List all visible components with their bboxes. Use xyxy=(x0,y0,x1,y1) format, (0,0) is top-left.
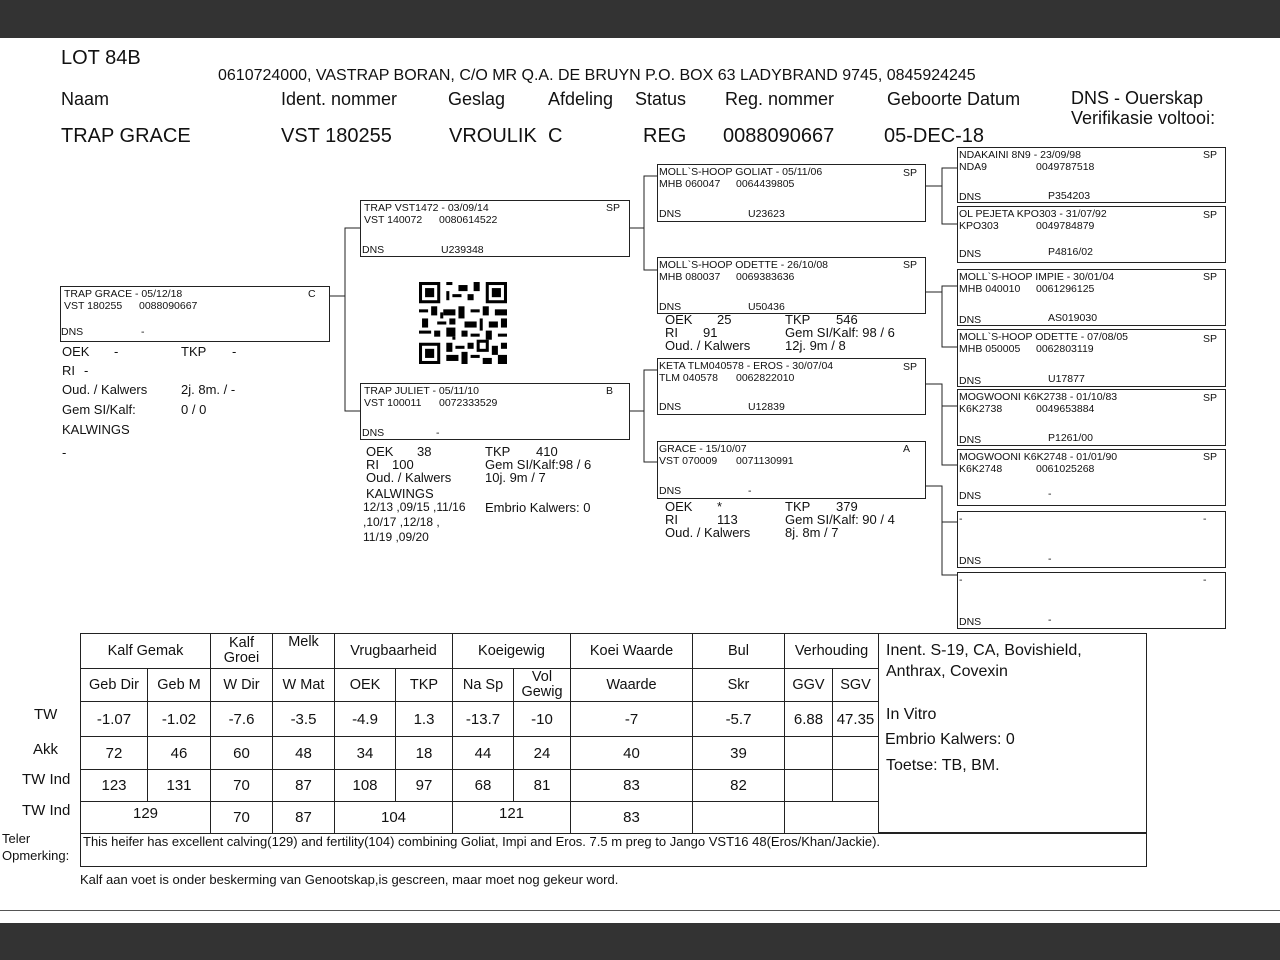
gp-tkp-label: TKP xyxy=(785,312,811,327)
animal-gem-value: 0 / 0 xyxy=(181,402,207,417)
animal-ri-value: - xyxy=(84,363,89,378)
performance-table xyxy=(80,633,879,834)
sire-box xyxy=(360,200,630,257)
value-geslag: VROULIK xyxy=(449,125,537,147)
ggp-ident: MHB 040010 xyxy=(959,283,1021,295)
sub-header: Vol Gewig xyxy=(514,669,571,702)
dam-oud-label: Oud. / Kalwers xyxy=(366,470,452,485)
sub-header: W Mat xyxy=(273,669,335,702)
cell-twind-combined xyxy=(693,802,785,834)
footer-note: Kalf aan voet is onder beskerming van Genootskap,is gescreen, maar moet nog gekeur word. xyxy=(80,872,619,887)
ggp-dns-label: DNS xyxy=(959,248,982,260)
animal-box xyxy=(60,286,330,342)
ggp-ident: MHB 050005 xyxy=(959,343,1021,355)
animal-dns-label: DNS xyxy=(61,326,84,338)
cell-akk: 60 xyxy=(211,737,273,770)
ggp-dns-value: AS019030 xyxy=(1048,312,1098,324)
remarks-text: This heifer has excellent calving(129) and fertility(104) combining Goliat, Impi and Eros. 7.5 m preg to Jango VST16 48(Eros/Khan/Jackie). xyxy=(83,834,881,849)
ggp-name: OL PEJETA KPO303 - 31/07/92 xyxy=(959,208,1107,220)
sire-name: TRAP VST1472 - 03/09/14 xyxy=(364,202,489,214)
gp-dns-value: U23623 xyxy=(748,208,785,220)
ggp-reg: 0061025268 xyxy=(1036,463,1095,475)
dam-oud-value: 10j. 9m / 7 xyxy=(485,470,546,485)
toetse: Toetse: TB, BM. xyxy=(886,757,1000,774)
great-grandparent-box xyxy=(957,206,1226,263)
dam-oek-value: 38 xyxy=(417,444,432,459)
grandparent-box xyxy=(657,358,926,415)
cell-twind: 131 xyxy=(148,770,211,802)
dam-kalwings-2: ,10/17 ,12/18 , xyxy=(363,515,440,529)
cell-akk: 48 xyxy=(273,737,335,770)
row-label-twind: TW Ind xyxy=(22,771,71,788)
gp-oud-label: Oud. / Kalwers xyxy=(665,338,751,353)
label-afdeling: Afdeling xyxy=(548,89,614,109)
dam-tkp-value: 410 xyxy=(536,444,558,459)
cell-tw: -4.9 xyxy=(335,702,396,737)
cell-twind-combined xyxy=(785,802,879,834)
gp-grade: SP xyxy=(903,361,918,373)
great-grandparent-box xyxy=(957,389,1226,446)
sire-reg: 0080614522 xyxy=(439,214,498,226)
gp-oek-value: * xyxy=(717,499,723,514)
dam-kalwings: KALWINGS xyxy=(366,486,434,501)
dam-gem: Gem SI/Kalf:98 / 6 xyxy=(485,457,592,472)
gp-ri-label: RI xyxy=(665,512,678,527)
ggp-dns-label: DNS xyxy=(959,191,982,203)
animal-tkp-value: - xyxy=(232,344,237,359)
cell-tw: -1.02 xyxy=(148,702,211,737)
gp-reg: 0062822010 xyxy=(736,372,795,384)
gp-dns-label: DNS xyxy=(659,401,682,413)
ggp-dns-label: DNS xyxy=(959,434,982,446)
animal-kalwings: KALWINGS xyxy=(62,422,130,437)
ggp-dns-label: DNS xyxy=(959,555,982,567)
ggp-dns-value: - xyxy=(1048,614,1052,626)
label-ident: Ident. nommer xyxy=(281,89,398,109)
value-geboorte: 05-DEC-18 xyxy=(884,125,985,147)
cell-twind-combined: 70 xyxy=(211,802,273,834)
ggp-dns-value: - xyxy=(1048,553,1052,565)
animal-grade: C xyxy=(308,288,316,300)
animal-dns-value: - xyxy=(141,326,145,338)
animal-oud-value: 2j. 8m. / - xyxy=(181,382,236,397)
grandparent-box xyxy=(657,257,926,314)
remarks-label-teler: Teler xyxy=(2,831,31,846)
sub-header: GGV xyxy=(785,669,833,702)
gp-name: GRACE - 15/10/07 xyxy=(659,443,747,455)
ggp-grade: SP xyxy=(1203,149,1218,161)
great-grandparent-box xyxy=(957,147,1226,203)
cell-tw: -1.07 xyxy=(81,702,148,737)
animal-tkp-label: TKP xyxy=(181,344,207,359)
sub-header: Geb M xyxy=(148,669,211,702)
gp-reg: 0071130991 xyxy=(736,455,794,467)
animal-oek-label: OEK xyxy=(62,344,90,359)
dam-dns-value: - xyxy=(436,427,440,439)
cell-twind-combined: 121 xyxy=(453,802,571,834)
gp-dns-label: DNS xyxy=(659,301,682,313)
ggp-ident: K6K2738 xyxy=(959,403,1003,415)
gp-oek-label: OEK xyxy=(665,312,693,327)
cell-akk: 24 xyxy=(514,737,571,770)
group-header: Kalf Groei xyxy=(211,634,273,669)
owner-line: 0610724000, VASTRAP BORAN, C/O MR Q.A. DE BRUYN P.O. BOX 63 LADYBRAND 9745, 0845924245 xyxy=(218,67,976,84)
cell-tw: 47.35 xyxy=(833,702,879,737)
gp-dns-label: DNS xyxy=(659,485,682,497)
sub-header: Waarde xyxy=(571,669,693,702)
cell-akk: 40 xyxy=(571,737,693,770)
cell-akk: 18 xyxy=(396,737,453,770)
cell-twind: 82 xyxy=(693,770,785,802)
gp-dns-label: DNS xyxy=(659,208,682,220)
gp-ident: VST 070009 xyxy=(659,455,718,467)
sire-grade: SP xyxy=(606,202,621,214)
cell-tw: -5.7 xyxy=(693,702,785,737)
ggp-grade: - xyxy=(1203,574,1207,586)
cell-akk: 72 xyxy=(81,737,148,770)
ggp-name: MOGWOONI K6K2748 - 01/01/90 xyxy=(959,451,1118,463)
grandparent-box xyxy=(657,441,926,499)
cell-twind-combined: 104 xyxy=(335,802,453,834)
animal-ri-label: RI xyxy=(62,363,75,378)
gp-ident: MHB 080037 xyxy=(659,271,721,283)
dam-ident: VST 100011 xyxy=(364,397,422,409)
dam-embrio: Embrio Kalwers: 0 xyxy=(485,500,591,515)
grandparent-box xyxy=(657,164,926,222)
cell-tw: -3.5 xyxy=(273,702,335,737)
gp-grade: SP xyxy=(903,259,918,271)
ggp-dns-value: P1261/00 xyxy=(1048,432,1093,444)
sire-ident: VST 140072 xyxy=(364,214,423,226)
dam-name: TRAP JULIET - 05/11/10 xyxy=(364,385,479,397)
cell-tw: -13.7 xyxy=(453,702,514,737)
ggp-ident: NDA9 xyxy=(959,161,988,173)
gp-ri-label: RI xyxy=(665,325,678,340)
cell-twind-combined: 129 xyxy=(81,802,211,834)
label-reg: Reg. nommer xyxy=(725,89,835,109)
ggp-ident: KPO303 xyxy=(959,220,999,232)
ggp-reg: 0061296125 xyxy=(1036,283,1095,295)
dam-box xyxy=(360,383,630,440)
cell-akk xyxy=(785,737,833,770)
qr-code xyxy=(419,282,507,364)
cell-twind: 108 xyxy=(335,770,396,802)
sub-header: Skr xyxy=(693,669,785,702)
cell-twind: 87 xyxy=(273,770,335,802)
gp-dns-value: U12839 xyxy=(748,401,785,413)
animal-kalwings-value: - xyxy=(62,445,67,460)
ggp-dns-label: DNS xyxy=(959,490,982,502)
label-geboorte: Geboorte Datum xyxy=(887,89,1021,109)
cell-twind: 97 xyxy=(396,770,453,802)
animal-oud-label: Oud. / Kalwers xyxy=(62,382,148,397)
group-header: Vrugbaarheid xyxy=(335,634,453,669)
ggp-grade: SP xyxy=(1203,392,1218,404)
dam-oek-label: OEK xyxy=(366,444,394,459)
cell-akk: 34 xyxy=(335,737,396,770)
ggp-dns-value: U17877 xyxy=(1048,373,1085,385)
dam-grade: B xyxy=(606,385,614,397)
gp-reg: 0064439805 xyxy=(736,178,795,190)
animal-name: TRAP GRACE - 05/12/18 xyxy=(64,288,183,300)
remarks-label-opmerking: Opmerking: xyxy=(2,848,70,863)
group-header: Kalf Gemak xyxy=(81,634,211,669)
animal-gem-label: Gem SI/Kalf: xyxy=(62,402,136,417)
gp-tkp-value: 379 xyxy=(836,499,858,514)
gp-dns-value: U50436 xyxy=(748,301,785,313)
animal-oek-value: - xyxy=(114,344,119,359)
cell-tw: 6.88 xyxy=(785,702,833,737)
sub-header: OEK xyxy=(335,669,396,702)
gp-gem: Gem SI/Kalf: 90 / 4 xyxy=(785,512,895,527)
remarks-box xyxy=(80,833,1147,867)
gp-oud-value: 12j. 9m / 8 xyxy=(785,338,846,353)
ggp-dns-label: DNS xyxy=(959,314,982,326)
sub-header: W Dir xyxy=(211,669,273,702)
ggp-reg: 0049784879 xyxy=(1036,220,1095,232)
dam-kalwings-3: 11/19 ,09/20 xyxy=(363,530,429,544)
lot-number: LOT 84B xyxy=(61,47,141,69)
cell-akk: 39 xyxy=(693,737,785,770)
great-grandparent-box xyxy=(957,269,1226,326)
cell-tw: -10 xyxy=(514,702,571,737)
cell-akk: 46 xyxy=(148,737,211,770)
value-naam: TRAP GRACE xyxy=(61,125,191,147)
dns-verification: Verifikasie voltooi: xyxy=(1071,108,1216,128)
ggp-grade: SP xyxy=(1203,209,1218,221)
label-geslag: Geslag xyxy=(448,89,506,109)
row-label-akk: Akk xyxy=(33,741,59,758)
ggp-dns-value: P354203 xyxy=(1048,190,1091,202)
sire-dns-value: U239348 xyxy=(441,244,484,256)
dam-ri-value: 100 xyxy=(392,457,414,472)
value-afdeling: C xyxy=(548,125,563,147)
cell-tw: -7 xyxy=(571,702,693,737)
dam-reg: 0072333529 xyxy=(439,397,498,409)
label-naam: Naam xyxy=(61,89,110,109)
cell-twind: 70 xyxy=(211,770,273,802)
ggp-reg: 0062803119 xyxy=(1036,343,1094,355)
gp-reg: 0069383636 xyxy=(736,271,795,283)
great-grandparent-box xyxy=(957,329,1226,387)
dam-kalwings-1: 12/13 ,09/15 ,11/16 xyxy=(363,500,466,514)
gp-tkp-value: 546 xyxy=(836,312,858,327)
ggp-grade: SP xyxy=(1203,333,1218,345)
gp-ri-value: 113 xyxy=(717,512,738,527)
cell-akk xyxy=(833,737,879,770)
ggp-dns-label: DNS xyxy=(959,375,982,387)
gp-gem: Gem SI/Kalf: 98 / 6 xyxy=(785,325,895,340)
gp-ident: TLM 040578 xyxy=(659,372,718,384)
value-status: REG xyxy=(643,125,687,147)
cell-twind-combined: 83 xyxy=(571,802,693,834)
gp-tkp-label: TKP xyxy=(785,499,811,514)
group-header: Melk xyxy=(273,634,335,669)
cell-tw: -7.6 xyxy=(211,702,273,737)
ggp-name: - xyxy=(959,574,963,586)
animal-ident: VST 180255 xyxy=(64,300,123,312)
ggp-reg: 0049653884 xyxy=(1036,403,1095,415)
gp-name: KETA TLM040578 - EROS - 30/07/04 xyxy=(659,360,834,372)
gp-grade: SP xyxy=(903,167,918,179)
in-vitro: In Vitro xyxy=(886,706,937,723)
cell-twind-combined: 87 xyxy=(273,802,335,834)
cell-twind: 83 xyxy=(571,770,693,802)
gp-grade: A xyxy=(903,443,911,455)
cell-twind: 81 xyxy=(514,770,571,802)
gp-oud-label: Oud. / Kalwers xyxy=(665,525,751,540)
ggp-name: - xyxy=(959,513,963,525)
ggp-name: MOGWOONI K6K2738 - 01/10/83 xyxy=(959,391,1118,403)
sub-header: SGV xyxy=(833,669,879,702)
sub-header: Na Sp xyxy=(453,669,514,702)
great-grandparent-box xyxy=(957,511,1226,568)
cell-akk: 44 xyxy=(453,737,514,770)
ggp-dns-value: - xyxy=(1048,488,1052,500)
value-ident: VST 180255 xyxy=(281,125,392,147)
row-label-tw: TW xyxy=(34,706,58,723)
embrio-kalwers: Embrio Kalwers: 0 xyxy=(885,731,1015,748)
ggp-grade: SP xyxy=(1203,271,1218,283)
sub-header: TKP xyxy=(396,669,453,702)
group-header: Bul xyxy=(693,634,785,669)
cell-twind xyxy=(785,770,833,802)
dam-tkp-label: TKP xyxy=(485,444,511,459)
group-header: Koei Waarde xyxy=(571,634,693,669)
row-label-twind-2: TW Ind xyxy=(22,802,71,819)
treatment-box xyxy=(878,633,1147,833)
animal-reg: 0088090667 xyxy=(139,300,198,312)
cell-twind: 68 xyxy=(453,770,514,802)
sire-dns-label: DNS xyxy=(362,244,385,256)
ggp-name: NDAKAINI 8N9 - 23/09/98 xyxy=(959,149,1081,161)
ggp-reg: 0049787518 xyxy=(1036,161,1095,173)
sub-header: Geb Dir xyxy=(81,669,148,702)
gp-name: MOLL`S-HOOP ODETTE - 26/10/08 xyxy=(659,259,829,271)
dns-title: DNS - Ouerskap xyxy=(1071,88,1204,108)
ggp-ident: K6K2748 xyxy=(959,463,1003,475)
group-header: Verhouding xyxy=(785,634,879,669)
ggp-name: MOLL`S-HOOP ODETTE - 07/08/05 xyxy=(959,331,1129,343)
cell-twind: 123 xyxy=(81,770,148,802)
gp-dns-value: - xyxy=(748,485,752,497)
ggp-dns-value: P4816/02 xyxy=(1048,246,1093,258)
inent-text: Inent. S-19, CA, Bovishield, Anthrax, Covexin xyxy=(886,642,1082,680)
ggp-grade: SP xyxy=(1203,451,1218,463)
gp-oek-value: 25 xyxy=(717,312,732,327)
great-grandparent-box xyxy=(957,572,1226,629)
cell-twind xyxy=(833,770,879,802)
value-reg: 0088090667 xyxy=(723,125,835,147)
label-status: Status xyxy=(635,89,687,109)
great-grandparent-box xyxy=(957,449,1226,506)
gp-ident: MHB 060047 xyxy=(659,178,721,190)
gp-name: MOLL`S-HOOP GOLIAT - 05/11/06 xyxy=(659,166,823,178)
ggp-grade: - xyxy=(1203,513,1207,525)
dam-dns-label: DNS xyxy=(362,427,385,439)
cell-tw: 1.3 xyxy=(396,702,453,737)
ggp-name: MOLL`S-HOOP IMPIE - 30/01/04 xyxy=(959,271,1115,283)
gp-ri-value: 91 xyxy=(703,325,718,340)
ggp-dns-label: DNS xyxy=(959,616,982,628)
dam-ri-label: RI xyxy=(366,457,379,472)
gp-oud-value: 8j. 8m / 7 xyxy=(785,525,839,540)
gp-oek-label: OEK xyxy=(665,499,693,514)
group-header: Koeigewig xyxy=(453,634,571,669)
